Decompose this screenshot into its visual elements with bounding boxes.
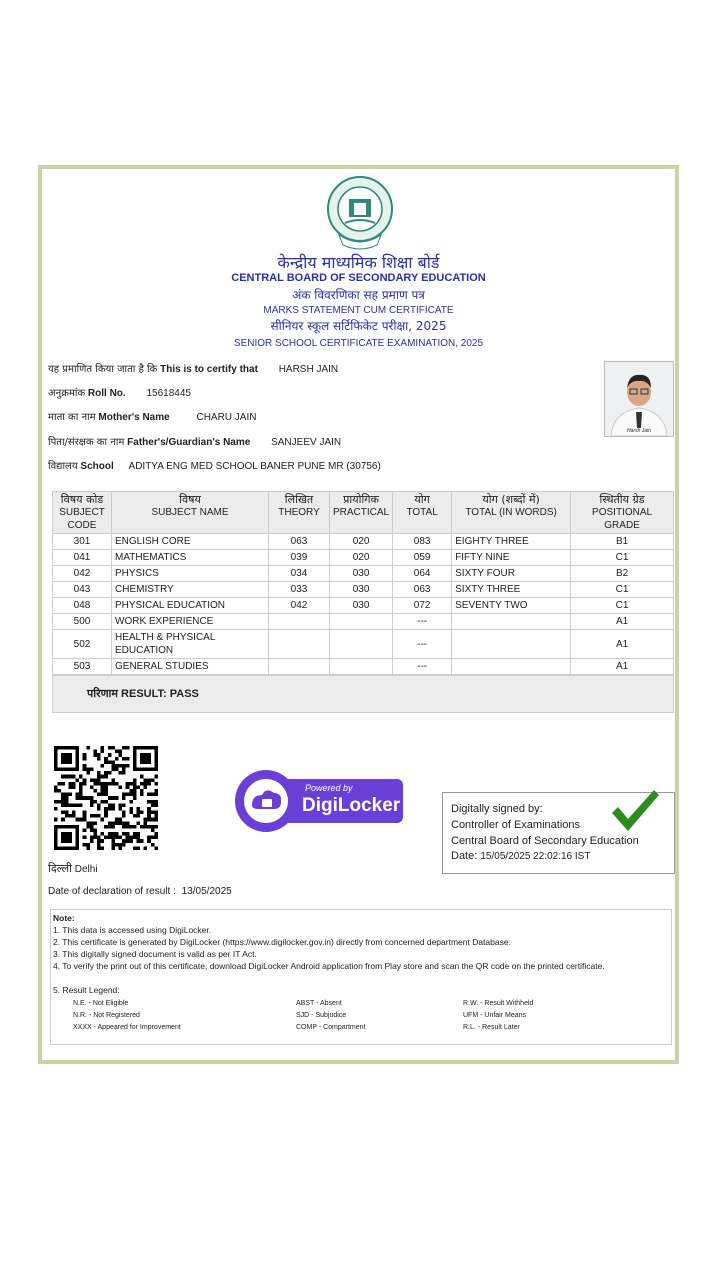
legend-item: N.E. - Not Eligible xyxy=(73,1000,129,1007)
legend-item: XXXX - Appeared for Improvement xyxy=(73,1024,181,1031)
certify-row: यह प्रमाणित किया जाता है कि This is to certify that HARSH JAIN xyxy=(48,364,339,375)
table-row: 041 MATHEMATICS 039 020 059 FIFTY NINE C1 xyxy=(53,550,674,566)
legend-item: ABST - Absent xyxy=(296,1000,342,1007)
note-item: 4. To verify the print out of this certificate, download DigiLocker Android application from Play store and scan the QR code on the printed certificate. xyxy=(53,961,605,971)
declaration-date: Date of declaration of result : 13/05/2025 xyxy=(48,886,232,897)
header-practical: प्रायोगिक PRACTICAL xyxy=(330,492,393,534)
exam-name-hindi: सीनियर स्कूल सर्टिफिकेट परीक्षा, 2025 xyxy=(270,319,447,333)
digilocker-powered-by: Powered by xyxy=(305,783,353,793)
table-row: 043 CHEMISTRY 033 030 063 SIXTY THREE C1 xyxy=(53,582,674,598)
student-photo xyxy=(604,361,674,437)
note-item: 3. This digitally signed document is valid as per IT Act. xyxy=(53,949,257,959)
note-item: 2. This certificate is generated by DigiLocker (https://www.digilocker.gov.in) directly from concerned department Database. xyxy=(53,937,511,947)
signature-line-2: Controller of Examinations xyxy=(451,819,581,831)
school-row: विद्यालय School ADITYA ENG MED SCHOOL BANER PUNE MR (30756) xyxy=(48,461,381,472)
note-item: 1. This data is accessed using DigiLocker. xyxy=(53,925,212,935)
student-name: HARSH JAIN xyxy=(278,364,339,375)
table-row: 042 PHYSICS 034 030 064 SIXTY FOUR B2 xyxy=(53,566,674,582)
board-name-hindi: केन्द्रीय माध्यमिक शिक्षा बोर्ड xyxy=(277,253,440,272)
table-row: 502 HEALTH & PHYSICAL EDUCATION --- A1 xyxy=(53,630,674,659)
marks-table xyxy=(52,491,674,675)
table-header-row xyxy=(53,492,674,534)
note-title: Note: xyxy=(53,913,75,923)
table-row: 301 ENGLISH CORE 063 020 083 EIGHTY THREE B1 xyxy=(53,534,674,550)
photo-caption: Harsh Jain xyxy=(627,428,651,434)
qr-code[interactable] xyxy=(54,746,158,850)
school-name: ADITYA ENG MED SCHOOL BANER PUNE MR (30756) xyxy=(128,461,381,472)
digital-signature-box xyxy=(442,792,675,874)
table-row: 503 GENERAL STUDIES --- A1 xyxy=(53,659,674,675)
board-name-english: CENTRAL BOARD OF SECONDARY EDUCATION xyxy=(231,272,486,284)
notes-box xyxy=(50,909,672,1045)
header-subject-code: विषय कोड SUBJECT CODE xyxy=(53,492,112,534)
cbse-emblem-icon xyxy=(325,173,395,251)
table-row: 048 PHYSICAL EDUCATION 042 030 072 SEVENTY TWO C1 xyxy=(53,598,674,614)
signature-line-3: Central Board of Secondary Education xyxy=(451,835,639,847)
checkmark-icon xyxy=(609,787,661,835)
exam-name-english: SENIOR SCHOOL CERTIFICATE EXAMINATION, 2025 xyxy=(233,338,484,349)
roll-row: अनुक्रमांक Roll No. 15618445 xyxy=(48,388,191,399)
roll-number: 15618445 xyxy=(146,388,191,399)
result-bar xyxy=(52,675,674,713)
father-row: पिता/संरक्षक का नाम Father's/Guardian's Name SANJEEV JAIN xyxy=(48,437,342,448)
mother-name: CHARU JAIN xyxy=(196,412,257,423)
signature-date: Date: 15/05/2025 22:02:16 IST xyxy=(451,850,591,862)
legend-item: SJD - Subjudice xyxy=(296,1012,347,1019)
student-photo-image xyxy=(605,362,673,436)
legend-item: R.W. - Result Withheld xyxy=(463,1000,534,1007)
document-title-english: MARKS STATEMENT CUM CERTIFICATE xyxy=(263,305,454,316)
table-row: 500 WORK EXPERIENCE --- A1 xyxy=(53,614,674,630)
document-title-hindi: अंक विवरणिका सह प्रमाण पत्र xyxy=(292,288,425,302)
place: दिल्ली Delhi xyxy=(48,862,98,875)
header-total-words: योग (शब्दों में) TOTAL (IN WORDS) xyxy=(452,492,571,534)
digilocker-brand: DigiLocker xyxy=(302,795,401,816)
marks-certificate xyxy=(38,165,679,1064)
result-text: परिणाम RESULT: PASS xyxy=(87,687,199,700)
header-total: योग TOTAL xyxy=(393,492,452,534)
legend-item: R.L. - Result Later xyxy=(463,1024,520,1031)
legend-item: COMP - Compartment xyxy=(296,1024,366,1031)
legend-item: N.R. - Not Registered xyxy=(73,1012,140,1019)
legend-item: UFM - Unfair Means xyxy=(463,1012,527,1019)
note-item: 5. Result Legend: xyxy=(53,985,120,995)
mother-row: माता का नाम Mother's Name CHARU JAIN xyxy=(48,412,257,423)
header-positional-grade: स्थितीय ग्रेड POSITIONAL GRADE xyxy=(571,492,674,534)
header-theory: लिखित THEORY xyxy=(269,492,330,534)
header-subject-name: विषय SUBJECT NAME xyxy=(112,492,269,534)
father-name: SANJEEV JAIN xyxy=(271,437,342,448)
signature-line-1: Digitally signed by: xyxy=(451,803,543,815)
